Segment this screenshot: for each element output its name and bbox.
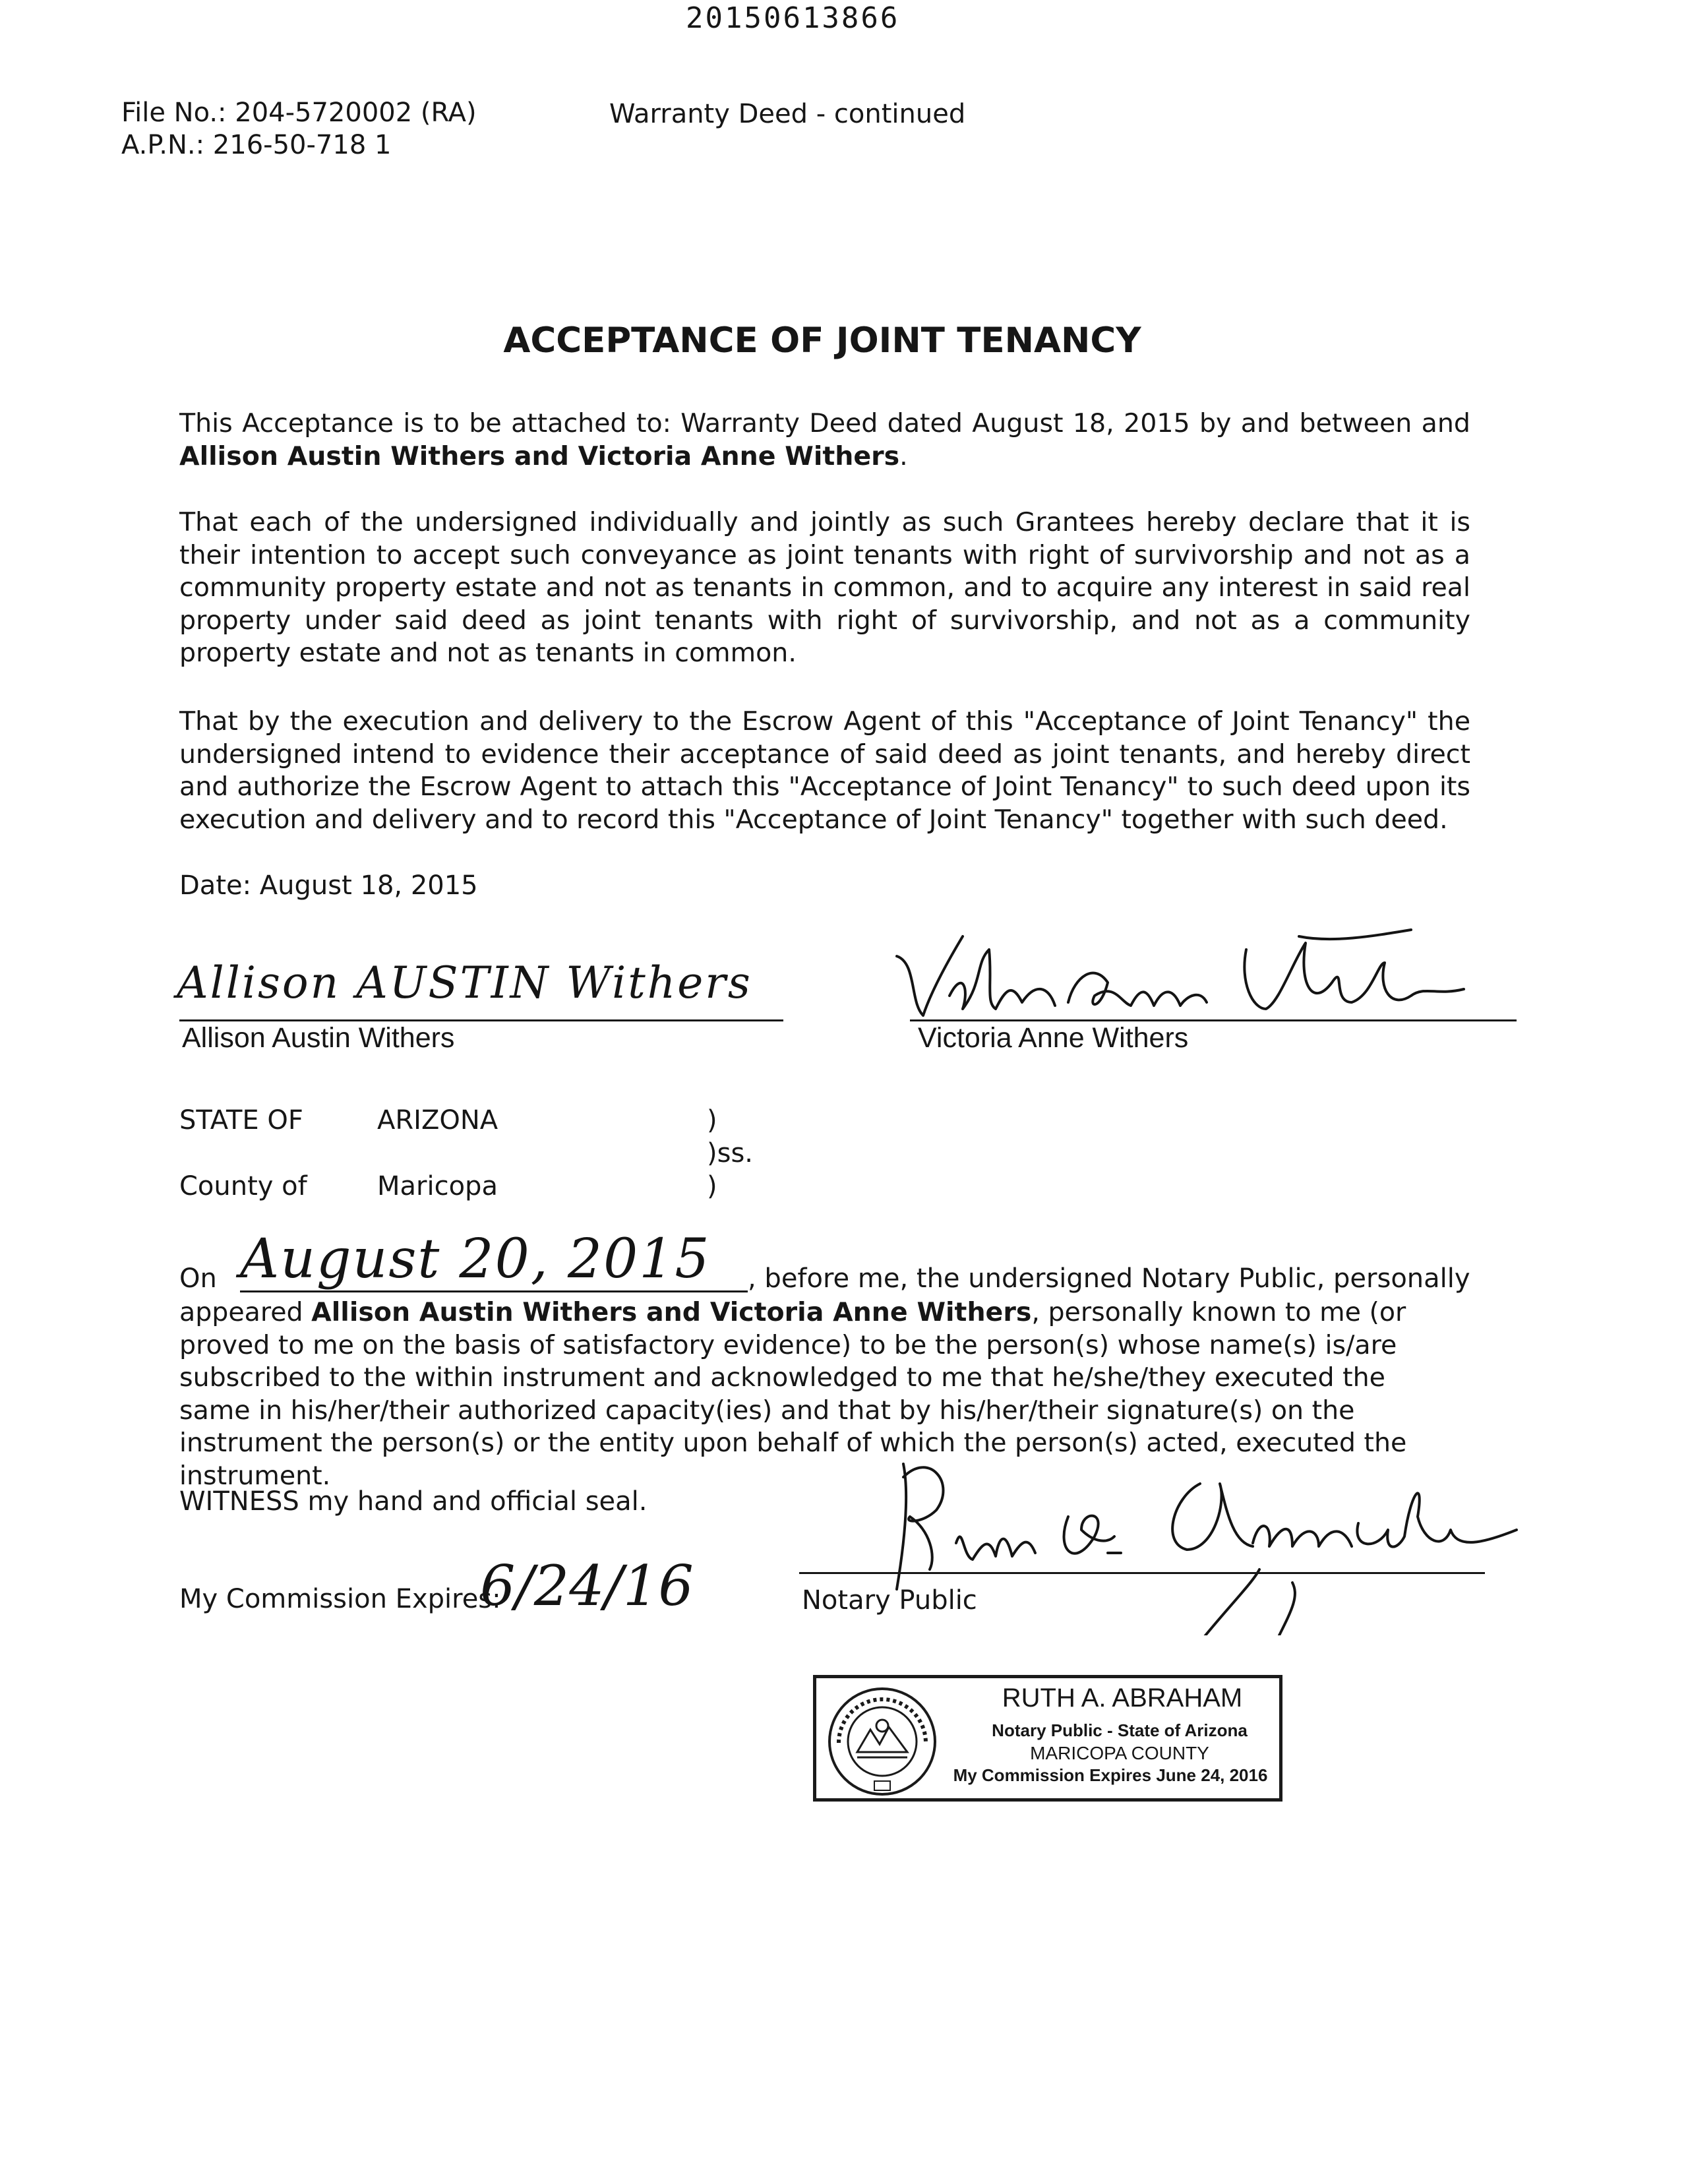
venue-paren-top: )	[707, 1105, 717, 1136]
ack-handwritten-date: August 20, 2015	[240, 1228, 711, 1290]
attachment-text: This Acceptance is to be attached to: Warranty Deed dated August 18, 2015 by and between and	[179, 408, 1470, 439]
venue-ss: )ss.	[707, 1138, 753, 1168]
grantee-names: Allison Austin Withers and Victoria Anne Withers	[179, 440, 900, 471]
attachment-end: .	[899, 440, 908, 471]
left-signature-handwriting: Allison AUSTIN Withers	[177, 957, 752, 1008]
arizona-seal-icon	[824, 1684, 940, 1800]
left-signature-line	[179, 1019, 783, 1021]
commission-handwritten: 6/24/16	[480, 1554, 694, 1618]
county-value: Maricopa	[377, 1171, 498, 1201]
stamp-line-2: MARICOPA COUNTY	[1030, 1743, 1209, 1763]
state-value: ARIZONA	[377, 1105, 498, 1136]
ack-after-date: , before me, the undersigned Notary Public, personally	[748, 1263, 1470, 1294]
venue-paren-bottom: )	[707, 1171, 717, 1201]
paragraph-attachment	[179, 408, 1470, 473]
right-signature-line	[910, 1019, 1517, 1021]
notary-signature-line	[799, 1572, 1485, 1574]
right-signer-name: Victoria Anne Withers	[918, 1022, 1189, 1054]
apn-number: A.P.N.: 216-50-718 1	[121, 130, 392, 160]
paragraph-escrow	[179, 706, 1470, 836]
intention-text: That each of the undersigned individually and jointly as such Grantees hereby declare that it is their intention to accept such conveyance as joint tenants with right of survivorship and not as a community property estate and not as tenants in common, and to acquire any interest in said real property under said deed as joint tenants with right of survivorship, and not as a community property estate and not as tenants in common.	[179, 507, 1470, 668]
notary-public-label: Notary Public	[802, 1585, 977, 1616]
county-label: County of	[179, 1171, 307, 1201]
stamp-name: RUTH A. ABRAHAM	[1002, 1684, 1243, 1713]
left-signer-name: Allison Austin Withers	[182, 1022, 455, 1054]
commission-label: My Commission Expires:	[179, 1584, 501, 1614]
deed-reference: Warranty Deed - continued	[609, 99, 966, 129]
ack-names: Allison Austin Withers and Victoria Anne Withers	[311, 1297, 1032, 1327]
state-label: STATE OF	[179, 1105, 303, 1136]
ack-on: On	[179, 1263, 217, 1294]
witness-line: WITNESS my hand and official seal.	[179, 1486, 648, 1517]
paragraph-intention	[179, 506, 1470, 670]
stamp-line-3: My Commission Expires June 24, 2016	[953, 1765, 1268, 1785]
notary-stamp	[813, 1675, 1282, 1802]
ack-body-text: , personally known to me (or proved to me on the basis of satisfactory evidence) to be the person(s) whose name(s) is/are subscribed to the within instrument and acknowledged to me that he/she/they executed the same in his/her/their authorized capacity(ies) and that by his/her/their signature(s) on the instrument the person(s) or the entity upon behalf of which the person(s) acted, executed the instrument.	[179, 1297, 1407, 1491]
date-line: Date: August 18, 2015	[179, 870, 478, 901]
stamp-line-1: Notary Public - State of Arizona	[992, 1720, 1248, 1740]
file-number: File No.: 204-5720002 (RA)	[121, 98, 477, 128]
page-title: ACCEPTANCE OF JOINT TENANCY	[503, 320, 1141, 361]
ack-appeared: appeared	[179, 1297, 312, 1327]
recording-number: 20150613866	[686, 1, 900, 35]
ack-date-line	[240, 1290, 748, 1292]
escrow-text: That by the execution and delivery to the Escrow Agent of this "Acceptance of Joint Tenancy" the undersigned intend to evidence their acceptance of said deed as joint tenants, and hereby direct and authorize the Escrow Agent to attach this "Acceptance of Joint Tenancy" to such deed upon its execution and delivery and to record this "Acceptance of Joint Tenancy" together with such deed.	[179, 706, 1470, 835]
